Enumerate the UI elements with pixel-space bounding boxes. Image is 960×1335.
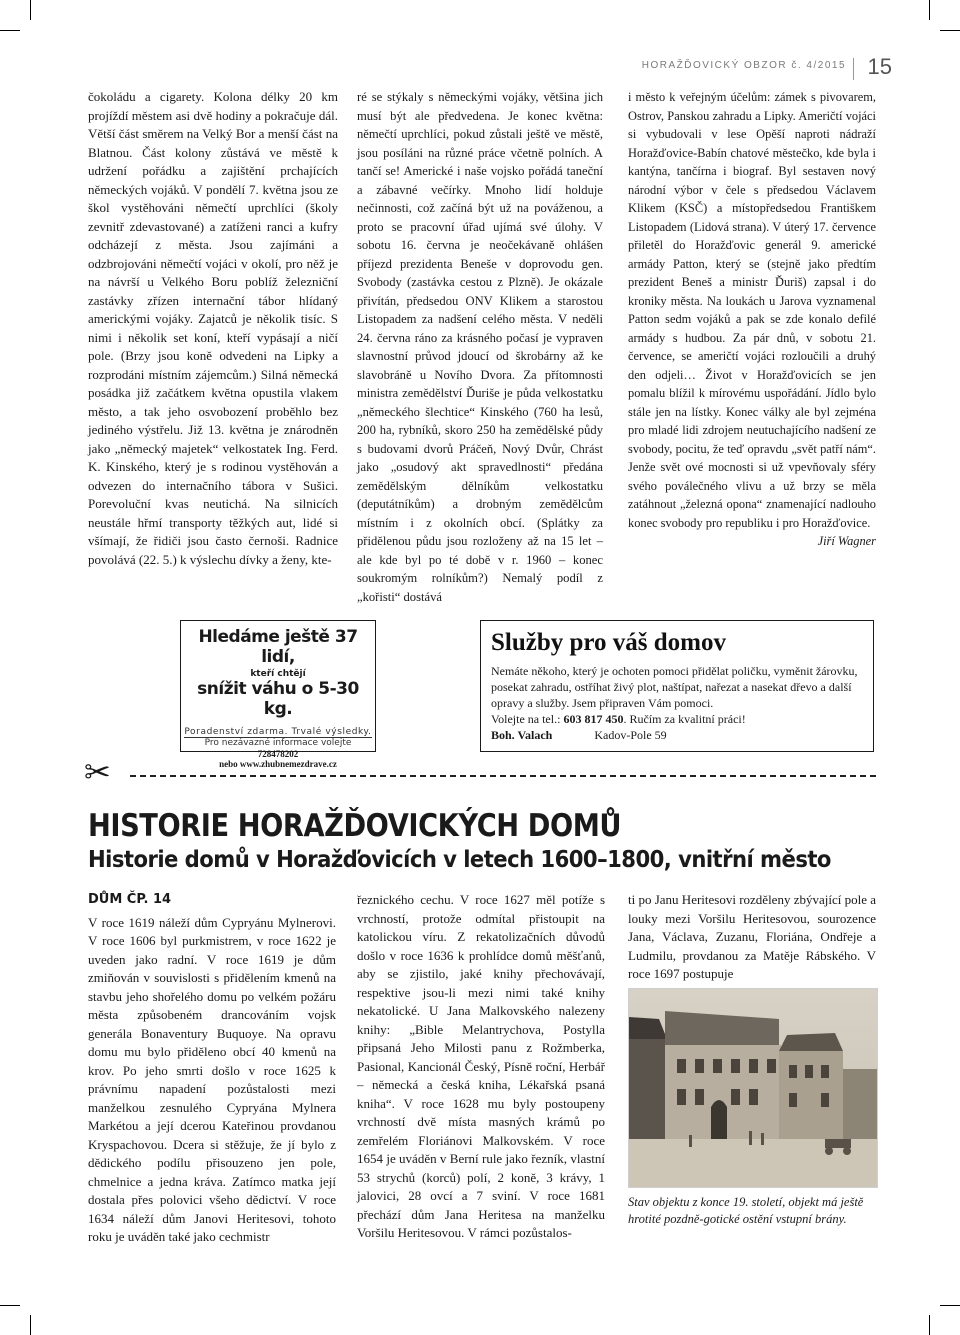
crop-mark <box>0 30 20 31</box>
diet-advertisement <box>180 620 376 769</box>
ad-tagline <box>181 727 375 737</box>
article-column-3 <box>628 88 876 551</box>
services-advertisement <box>480 620 874 752</box>
crop-mark <box>30 0 31 20</box>
ad-tagline-text: Poradenství zdarma. Trvalé výsledky. <box>184 727 372 737</box>
section-subtitle: Historie domů v Horažďovicích v letech 1600–1800, vnitřní město <box>88 847 831 873</box>
history-column-3 <box>628 891 876 984</box>
history-text: V roce 1619 náleží dům Cypryánu Mylnerovi. V roce 1606 byl purkmistrem, v roce 1622 je uveden jako radní. V roce 1619 je dům zmiňován v souvislosti s přidělením kmenů na stavbu jeho shořelého domu po velkém požáru města způsobeném drancováním vojsk generála Bonaventury Buquoye. Na opravu domu mu bylo přiděleno obcí 40 kmenů na krov. Po jeho smrti došlo v roce 1625 k právnímu napadení pozůstalosti mezi manželkou zesnulého Cypryána Mylnera Markétou a její dcerou Kateřinou provdanou Kryspachovou. Dcera si stěžuje, že jí bylo z dědického podílu přisouzeno jen pole, chmelnice a jedna kráva. Zatímco matka její dostala přes polovici všeho dědictví. V roce 1634 náleží dům Janovi Heritesovi, tohoto roku je uváděn také jako cechmistr <box>88 914 336 1244</box>
ad-headline: Hledáme ještě 37 lidí, <box>198 627 358 667</box>
article-text: i město k veřejným účelům: zámek s pivovarem, Ostrov, Panskou zahradu a Lipky. Američtí vojáci si vybudovali v lese Opěší naproti nádraží Horažďovice-Babín chatové městečko, kde byla i kantýna, tančírna i biograf. Byl sestaven nový národní výbor v čele s předsedou Václavem Klikem (KSČ) a místopředsedou Františkem Listopadem (Lidová strana). V úterý 17. července přiletěl do Horažďovic generál 9. americké armády Patton, který se (stejně jako předtím prezident Beneš a ministr Ďuriš) zapsal i do kroniky města. Na loukách u Jarova vyznamenal Patton sedm vojáků a pak se zde konalo defilé armády s hudbou. Za pár dnů, v sobotu 21. července, se američtí vojáci rozloučili a druhý den odjeli… Život v Horažďovicích se jen pomalu blížil k mírovému uspořádání. Jídlo bylo stále jen na lístky. Konec války ale byl zejména pro mladé lidi zdrojem neutuchajícího nadšení ze svobody, pocitu, že teď opravdu „svět patří nám“. Jenže svět ové mocnosti si už vpevňovaly sféry svého poválečného vlivu a už brzy se měla zatáhnout „železná opona“ znamenající nadlouho konec svobody pro republiku i pro Horažďovice. <box>628 90 876 530</box>
article-text: ré se stýkaly s německými vojáky, většina jich musí být ale předvedena. Je konec května: němečtí uprchlíci, pokud zůstali ještě ve městě, jsou posíláni na různé práce včetně polních. A tančí se! Americké i naše vojsko pořádá taneční a zábavné večírky. Mnoho lidí holduje nečinnosti, což začíná být už na pováženou, a proto se pracovní úřad ujímá své úlohy. V sobotu 16. června je neočekávaně ohlášen příjezd prezidenta Beneše v doprovodu gen. Svobody (zastávka cestou z Plzně). Je okázale přivítán, předsedou ONV Klikem a starostou Listopadem za nadšení celého města. V neděli 24. června ráno za krásného počasí je vypraven slavnostní průvod jdoucí od škrobárny až ke slavobráně u Novího Dvora. Za přítomnosti ministra zemědělství Ďuriše je půda velkostatku „německého šlechtice“ Kinského (760 ha lesů, 200 ha, rybníků, skoro 250 ha zemědělské půdy s budovami dvorů Práčeň, Nový Dvůr, Chrást jako „osudový akt spravedlnosti“ předána zemědělským dělníkům velkostatku (deputátníkům) a drobným zemědělcům místním i z okolních obcí. (Splátky za přidělenou půdu jsou rozloženy až na 15 let – ale kde byl po té době v r. 1960 – konec soukromým rolníkům?) Nemalý podíl z „kořisti“ dostává <box>357 90 603 604</box>
section-title: HISTORIE HORAŽĎOVICKÝCH DOMŮ <box>88 808 622 844</box>
services-text: Nemáte někoho, který je ochoten pomoci přidělat poličku, vyměnit žárovku, posekat zahradu, ostříhat živý plot, naštípat, nařezat a nasekat dřevo a další opravy a služby. Jsem připraven Vám pomoci. <box>491 664 858 710</box>
photo-illustration <box>629 989 877 1187</box>
publication-header <box>642 60 846 71</box>
crop-mark <box>0 1305 20 1306</box>
page-number: 15 <box>867 54 892 79</box>
history-column-2 <box>357 891 605 1243</box>
scissors-icon: ✂ <box>84 753 111 791</box>
author-signature: Jiří Wagner <box>817 534 876 548</box>
ad-website: nebo www.zhubnemezdrave.cz <box>219 759 337 769</box>
crop-mark <box>929 0 930 20</box>
services-title: Služby pro váš domov <box>491 629 727 656</box>
crop-mark <box>30 1315 31 1335</box>
house-heading: DŮM ČP. 14 <box>88 892 172 907</box>
article-text: čokoládu a cigarety. Kolona délky 20 km projíždí městem asi dvě hodiny a pokračuje dál. Větší část směrem na Velký Bor a menší část na Blatnou. Část kolony zůstává ve městě k udržení pořádku a zajištění prchajících německých vojáků. V pondělí 7. května jsou ze škol vystěhováni němečtí uprchlíci (školy zevnitř zdevastované) a zatíženi ranci a kufry odcházejí z města. Jsou zajímáni a odzbrojováni němečtí vojáci v okolí, pro něž je na návrší u Velkého Boru poblíž železniční zastávky zřízen internační tábor hlídaný americkými vojáky. Zajatců je několik tisíc. S nimi i několik set koní, kteří vypásají a ničí pole. (Brzy jsou koně odvedeni na Lipky a rozprodáni místním zájemcům.) Silná německá posádka již začátkem května opustila vlakem město, a tak jeho osvobození proběhlo bez jediného výstřelu. Již 13. května je znárodněn jako „německý majetek“ velkostatek Ing. Ferd. K. Kinského, který je s rodinou vystěhován a odvezen do internačního tábora v Sušici. Porevoluční kvas neutichá. Na silnicích neustále hřmí transporty těžkých aut, lidé si všímají, že řidiči jsou často černoši. Radnice povolává (22. 5.) k výslechu dívky a ženy, kte- <box>88 89 338 567</box>
ad-headline-2: snížit váhu o 5-30 kg. <box>197 679 359 719</box>
article-column-2 <box>357 88 603 606</box>
crop-mark <box>929 1315 930 1335</box>
services-contact <box>491 711 863 727</box>
history-column-1 <box>88 891 336 1247</box>
ad-phone: 728478202 <box>257 749 299 759</box>
article-column-1 <box>88 88 338 569</box>
publication-name: HORAŽĎOVICKÝ OBZOR č. 4/2015 <box>641 60 846 71</box>
history-text: ti po Janu Heritesovi rozděleny zbývající pole a louky mezi Voršilu Heritesovou, sourozence Jana, Václava, Zuzanu, Floriána, Ondřeje a Ludmilu, provdanou za Matěje Rábského. V roce 1697 postupuje <box>628 892 877 981</box>
ad-info: Pro nezávazné informace volejte <box>204 738 352 748</box>
contact-phone: 603 817 450 <box>563 712 624 726</box>
photo-caption: Stav objektu z konce 19. století, objekt má ještě hrotité pozdně-gotické ostění vstupní brány. <box>628 1195 864 1226</box>
ad-subheadline: kteří chtějí <box>250 669 306 679</box>
history-text: řeznického cechu. V roce 1627 měl potíže s vrchností, protože odmítal přistoupit na katolickou víru. Z rekatolizačních důvodů došlo v roce 1636 k prohlídce domů měšťanů, aby se zjistilo, jaké knihy přechovávají, respektive jsou-li mezi nimi také knihy nekatolické. U Jana Malkovského nalezeny knihy: „Bible Melantrychova, Postylla připsaná Jeho Milosti panu z Rožmberka, Pasional, Kancionál Český, Písně roční, Herbář – německá a česká kniha, Lékařská psaná kniha“. V roce 1628 mu byly postoupeny vrchností dvě místa masných krámů po zemřelém Floriánovi Malkovském. V roce 1654 je uváděn v Berní rule jako řezník, vlastní 53 strychů (korců) polí, 2 koně, 3 krávy, 1 jalovici, 28 ovcí a 7 sviní. V roce 1681 přechází dům Jana Heritesa na manželku Voršilu Heritesovou. V rámci pozůstalos- <box>357 892 605 1240</box>
services-address: Kadov-Pole 59 <box>594 728 667 742</box>
crop-mark <box>940 1305 960 1306</box>
historic-house-photo <box>628 988 878 1188</box>
contact-suffix: . Ručím za kvalitní práci! <box>623 712 746 726</box>
contact-prefix: Volejte na tel.: <box>491 712 564 726</box>
crop-mark <box>940 30 960 31</box>
services-signature <box>491 727 863 743</box>
cut-line <box>130 775 876 777</box>
services-name: Boh. Valach <box>491 728 553 742</box>
